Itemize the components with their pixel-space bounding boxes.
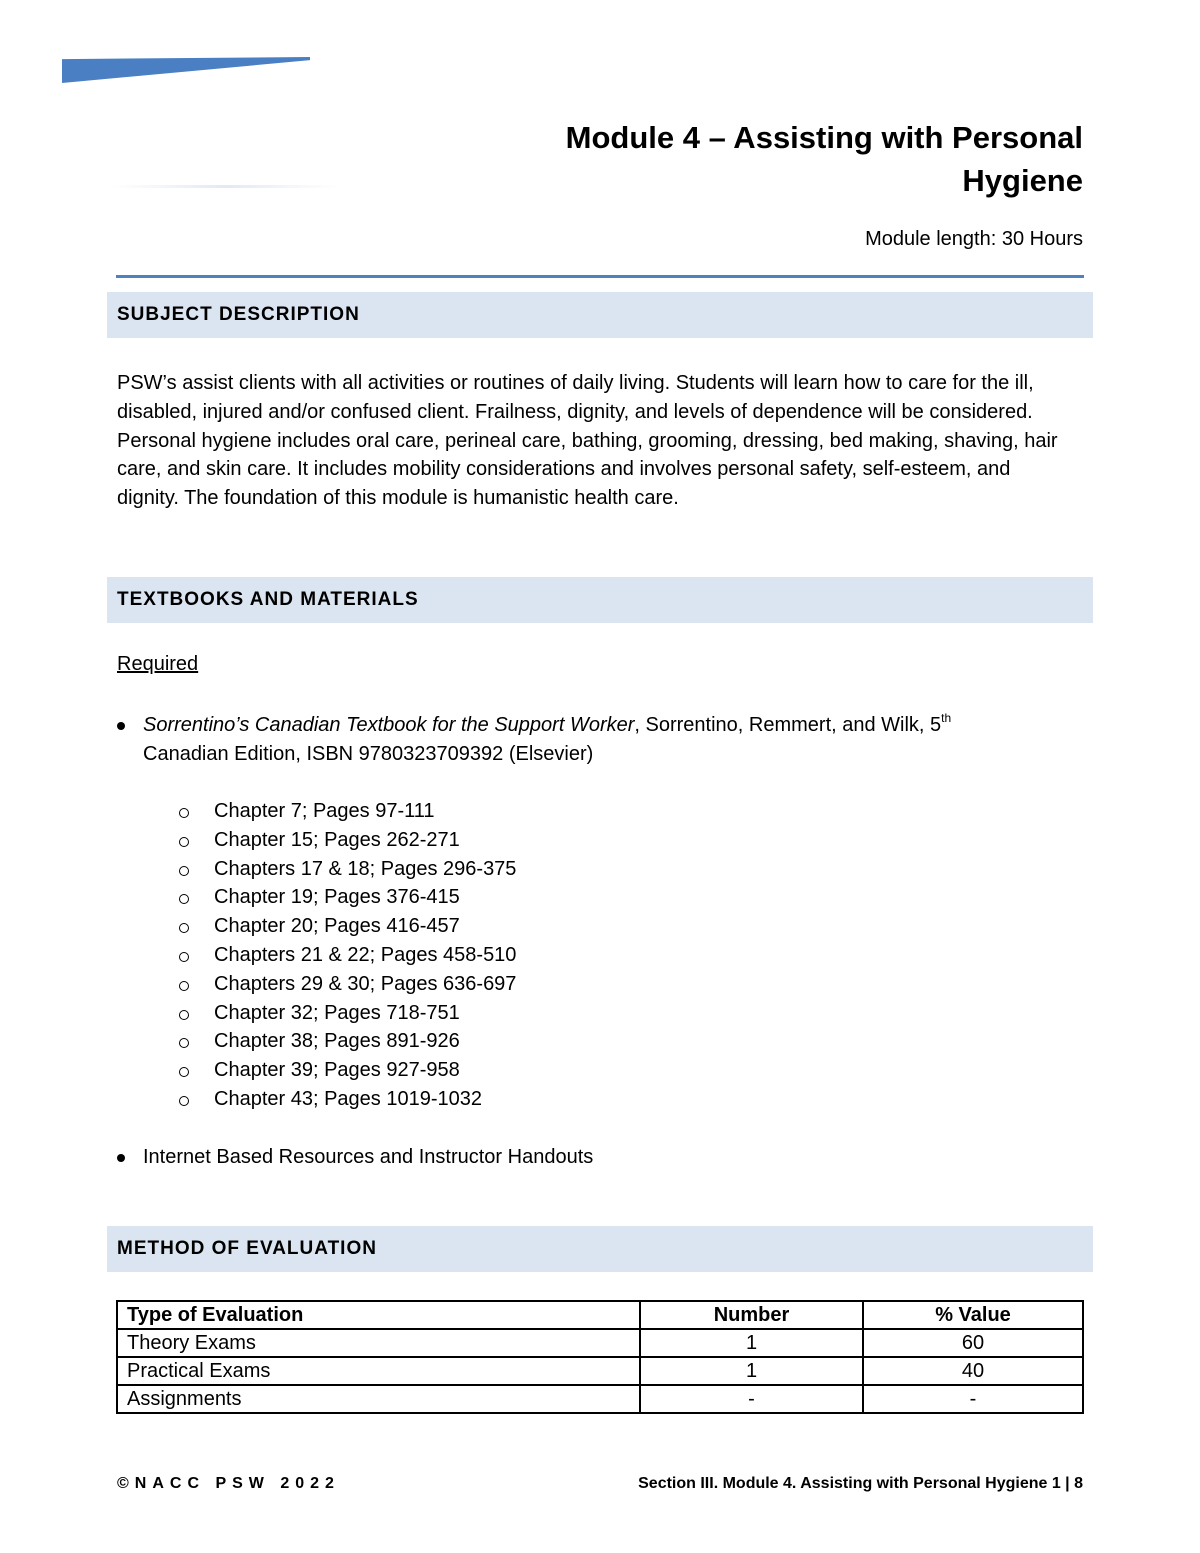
list-item: Chapter 19; Pages 376-415 (178, 883, 516, 912)
circle-bullet-icon (179, 866, 189, 876)
circle-bullet-icon (179, 1010, 189, 1020)
footer-copyright: ©NACC PSW 2022 (117, 1475, 340, 1492)
footer-page-info: Section III. Module 4. Assisting with Personal Hygiene 1 | 8 (638, 1475, 1083, 1492)
list-item: Chapter 20; Pages 416-457 (178, 912, 516, 941)
required-label: Required (117, 653, 199, 675)
circle-bullet-icon (179, 981, 189, 991)
resources-text: Internet Based Resources and Instructor Handouts (143, 1146, 594, 1168)
header-divider (116, 275, 1084, 278)
table-cell: Practical Exams (117, 1357, 640, 1385)
textbook-authors: , Sorrentino, Remmert, and Wilk, 5 (634, 714, 942, 736)
edition-superscript: th (941, 711, 952, 725)
circle-bullet-icon (179, 952, 189, 962)
list-item: Chapter 43; Pages 1019-1032 (178, 1085, 516, 1114)
list-item: Chapters 17 & 18; Pages 296-375 (178, 855, 516, 884)
table-cell: - (863, 1385, 1083, 1413)
table-cell: 40 (863, 1357, 1083, 1385)
circle-bullet-icon (179, 1096, 189, 1106)
table-cell: 1 (640, 1329, 863, 1357)
table-header-row (117, 1301, 1083, 1329)
column-header: % Value (863, 1301, 1083, 1329)
bullet-icon (117, 1154, 125, 1162)
subject-description: PSW’s assist clients with all activities or routines of daily living. Students will learn how to care for the ill, disabled, injured and/or confused client. Frailness, dignity, and levels of dependence will be considered. Personal hygiene includes oral care, perineal care, bathing, grooming, dressing, bed making, shaving, hair care, and skin care. It includes mobility considerations and involves personal safety, self-esteem, and dignity. The foundation of this module is humanistic health care. (117, 372, 1058, 510)
circle-bullet-icon (179, 923, 189, 933)
list-item: Chapter 7; Pages 97-111 (178, 797, 516, 826)
table-cell: 60 (863, 1329, 1083, 1357)
list-item: Chapters 21 & 22; Pages 458-510 (178, 941, 516, 970)
circle-bullet-icon (179, 1038, 189, 1048)
table-row (117, 1385, 1083, 1413)
textbook-citation (143, 711, 1043, 769)
section-heading-materials: TEXTBOOKS AND MATERIALS (107, 577, 1093, 623)
circle-bullet-icon (179, 1067, 189, 1077)
page-title (523, 116, 1083, 202)
circle-bullet-icon (179, 808, 189, 818)
list-item: Chapter 39; Pages 927-958 (178, 1056, 516, 1085)
table-cell: Assignments (117, 1385, 640, 1413)
evaluation-table (116, 1300, 1084, 1414)
list-item: Chapter 15; Pages 262-271 (178, 826, 516, 855)
page-title-line2: Hygiene (962, 163, 1083, 198)
bullet-icon (117, 722, 125, 730)
section-heading-evaluation: METHOD OF EVALUATION (107, 1226, 1093, 1272)
list-item: Chapter 38; Pages 891-926 (178, 1027, 516, 1056)
table-cell: Theory Exams (117, 1329, 640, 1357)
textbook-edition: Canadian Edition, ISBN 9780323709392 (Elsevier) (143, 742, 594, 765)
list-item: Chapters 29 & 30; Pages 636-697 (178, 970, 516, 999)
table-cell: 1 (640, 1357, 863, 1385)
column-header: Type of Evaluation (117, 1301, 640, 1329)
table-row (117, 1357, 1083, 1385)
circle-bullet-icon (179, 837, 189, 847)
chapter-list (178, 797, 516, 1114)
table-row (117, 1329, 1083, 1357)
section-heading-subject: SUBJECT DESCRIPTION (107, 292, 1093, 338)
table-cell: - (640, 1385, 863, 1413)
module-length: Module length: 30 Hours (865, 228, 1083, 250)
page-title-line1: Module 4 – Assisting with Personal (565, 120, 1083, 155)
logo-stripe (62, 57, 310, 83)
column-header: Number (640, 1301, 863, 1329)
list-item: Chapter 32; Pages 718-751 (178, 999, 516, 1028)
circle-bullet-icon (179, 894, 189, 904)
logo-underline (110, 185, 340, 188)
textbook-title: Sorrentino’s Canadian Textbook for the Support Worker (143, 714, 635, 736)
